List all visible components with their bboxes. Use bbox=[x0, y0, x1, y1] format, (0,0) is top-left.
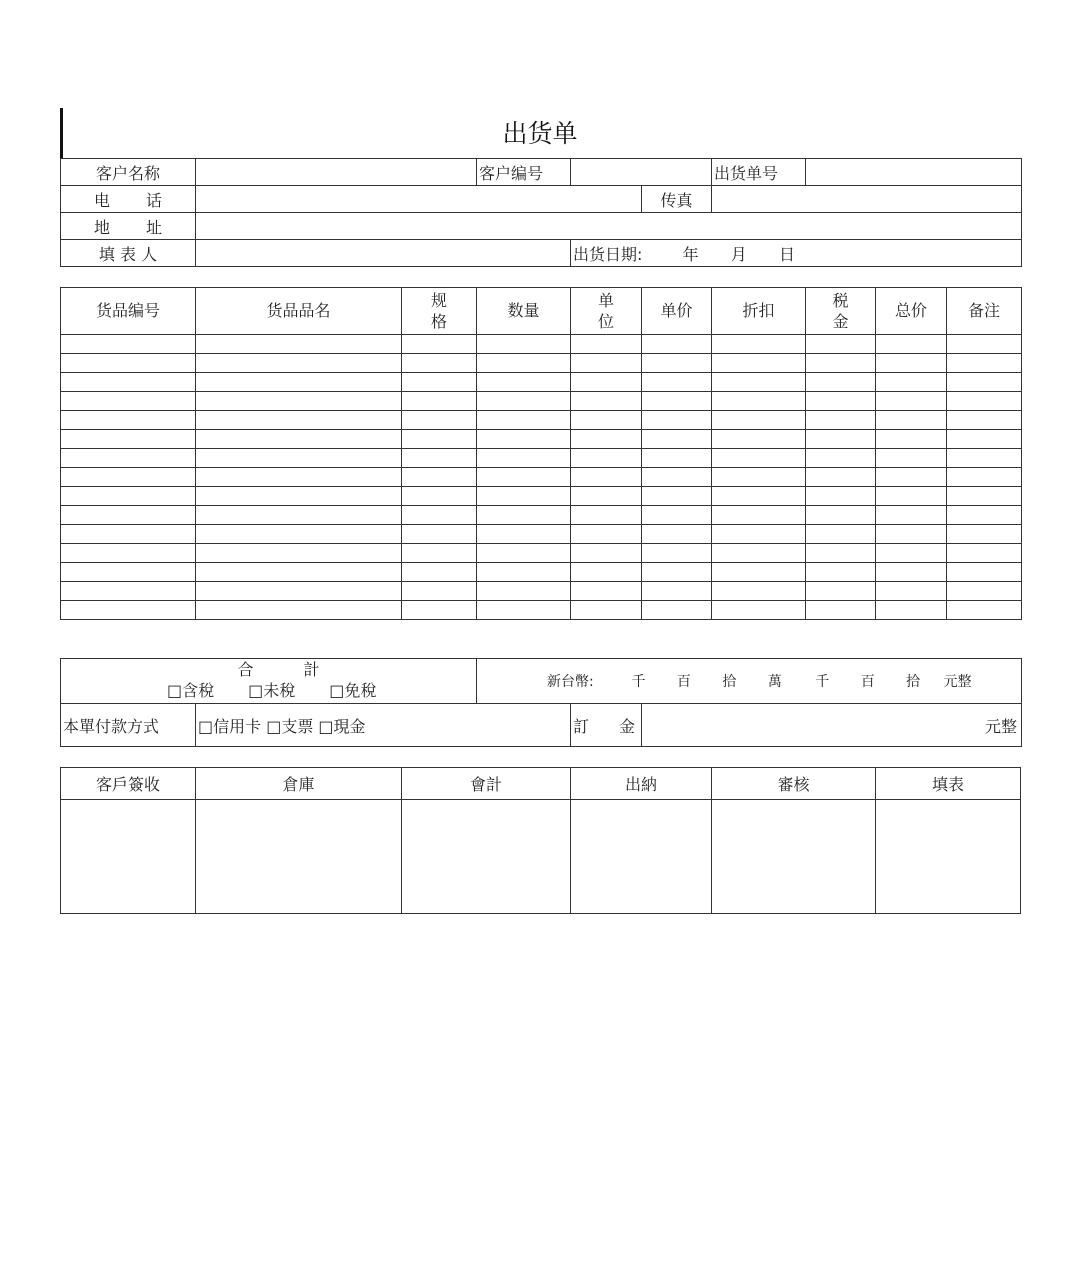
item-cell[interactable] bbox=[947, 544, 1022, 563]
item-cell[interactable] bbox=[806, 392, 876, 411]
ship-date-label: 出货日期: bbox=[573, 244, 643, 264]
item-cell[interactable] bbox=[947, 354, 1022, 373]
sig-customer-label: 客戶簽收 bbox=[61, 768, 196, 800]
item-cell[interactable] bbox=[196, 373, 402, 392]
item-cell[interactable] bbox=[712, 373, 806, 392]
col-tax: 税金 bbox=[806, 288, 876, 335]
item-cell[interactable] bbox=[876, 544, 947, 563]
item-cell[interactable] bbox=[571, 335, 642, 354]
item-cell[interactable] bbox=[196, 392, 402, 411]
col-unit-price: 单价 bbox=[642, 288, 712, 335]
item-cell[interactable] bbox=[571, 582, 642, 601]
item-cell[interactable] bbox=[876, 601, 947, 620]
item-cell[interactable] bbox=[196, 506, 402, 525]
items-table bbox=[60, 287, 1022, 620]
sig-warehouse-label: 倉庫 bbox=[196, 768, 402, 800]
item-cell[interactable] bbox=[876, 506, 947, 525]
item-cell[interactable] bbox=[61, 373, 196, 392]
item-cell[interactable] bbox=[61, 411, 196, 430]
item-cell[interactable] bbox=[196, 411, 402, 430]
item-cell[interactable] bbox=[402, 335, 477, 354]
day-label: 日 bbox=[779, 244, 796, 264]
item-cell[interactable] bbox=[196, 430, 402, 449]
item-cell[interactable] bbox=[876, 430, 947, 449]
digit-thousand-1: 千 bbox=[631, 674, 646, 690]
items-body bbox=[61, 335, 1022, 620]
payment-row bbox=[61, 704, 1022, 747]
item-cell[interactable] bbox=[571, 430, 642, 449]
digit-hundred-1: 百 bbox=[676, 674, 691, 690]
item-cell[interactable] bbox=[947, 468, 1022, 487]
total-cell bbox=[61, 659, 477, 704]
item-cell[interactable] bbox=[806, 563, 876, 582]
currency-label: 新台幣: bbox=[547, 674, 594, 690]
item-cell[interactable] bbox=[876, 373, 947, 392]
deposit-unit: 元整 bbox=[985, 716, 1018, 736]
item-cell[interactable] bbox=[806, 335, 876, 354]
item-cell[interactable] bbox=[806, 430, 876, 449]
digit-thousand-2: 千 bbox=[815, 674, 830, 690]
customer-name-field[interactable] bbox=[196, 159, 477, 186]
item-cell[interactable] bbox=[61, 468, 196, 487]
item-cell[interactable] bbox=[806, 468, 876, 487]
signature-box-row bbox=[61, 800, 1021, 914]
item-cell[interactable] bbox=[196, 354, 402, 373]
sig-cashier-label: 出納 bbox=[571, 768, 712, 800]
item-cell[interactable] bbox=[402, 373, 477, 392]
item-cell[interactable] bbox=[712, 563, 806, 582]
total-label-a: 合 bbox=[237, 660, 254, 679]
year-label: 年 bbox=[682, 244, 699, 264]
item-cell[interactable] bbox=[477, 430, 571, 449]
item-cell[interactable] bbox=[402, 582, 477, 601]
item-cell[interactable] bbox=[642, 487, 712, 506]
sig-accounting-box[interactable] bbox=[402, 800, 571, 914]
item-row bbox=[61, 354, 1022, 373]
item-cell[interactable] bbox=[571, 506, 642, 525]
item-cell[interactable] bbox=[196, 525, 402, 544]
header-row-filler bbox=[61, 240, 1022, 267]
sig-accounting-label: 會計 bbox=[402, 768, 571, 800]
sig-filler-label: 填表 bbox=[876, 768, 1021, 800]
item-row bbox=[61, 411, 1022, 430]
item-cell[interactable] bbox=[712, 544, 806, 563]
item-cell[interactable] bbox=[806, 354, 876, 373]
item-cell[interactable] bbox=[196, 601, 402, 620]
digit-wan: 萬 bbox=[767, 674, 782, 690]
item-cell[interactable] bbox=[61, 449, 196, 468]
item-cell[interactable] bbox=[571, 468, 642, 487]
item-row bbox=[61, 392, 1022, 411]
item-cell[interactable] bbox=[806, 449, 876, 468]
item-cell[interactable] bbox=[642, 430, 712, 449]
item-cell[interactable] bbox=[712, 392, 806, 411]
item-cell[interactable] bbox=[876, 392, 947, 411]
item-cell[interactable] bbox=[806, 525, 876, 544]
month-label: 月 bbox=[730, 244, 747, 264]
item-cell[interactable] bbox=[477, 392, 571, 411]
col-discount: 折扣 bbox=[712, 288, 806, 335]
item-cell[interactable] bbox=[402, 544, 477, 563]
customer-no-label: 客户编号 bbox=[477, 159, 571, 186]
totals-row bbox=[61, 659, 1022, 704]
item-cell[interactable] bbox=[712, 354, 806, 373]
item-cell[interactable] bbox=[196, 487, 402, 506]
item-cell[interactable] bbox=[61, 354, 196, 373]
item-cell[interactable] bbox=[402, 449, 477, 468]
header-row-address bbox=[61, 213, 1022, 240]
item-cell[interactable] bbox=[947, 449, 1022, 468]
item-cell[interactable] bbox=[477, 582, 571, 601]
item-cell[interactable] bbox=[477, 487, 571, 506]
item-cell[interactable] bbox=[642, 373, 712, 392]
item-row bbox=[61, 430, 1022, 449]
item-cell[interactable] bbox=[571, 544, 642, 563]
payment-options[interactable]: □信用卡 □支票 □現金 bbox=[196, 704, 571, 747]
item-cell[interactable] bbox=[642, 354, 712, 373]
col-item-name: 货品品名 bbox=[196, 288, 402, 335]
digit-yuan: 元整 bbox=[943, 674, 972, 690]
item-cell[interactable] bbox=[571, 525, 642, 544]
item-cell[interactable] bbox=[876, 335, 947, 354]
item-cell[interactable] bbox=[477, 601, 571, 620]
item-cell[interactable] bbox=[947, 335, 1022, 354]
item-row bbox=[61, 449, 1022, 468]
item-cell[interactable] bbox=[642, 563, 712, 582]
ship-date-field[interactable] bbox=[571, 240, 1022, 267]
item-cell[interactable] bbox=[196, 563, 402, 582]
item-cell[interactable] bbox=[571, 392, 642, 411]
item-cell[interactable] bbox=[642, 411, 712, 430]
col-total: 总价 bbox=[876, 288, 947, 335]
item-row bbox=[61, 601, 1022, 620]
item-cell[interactable] bbox=[477, 468, 571, 487]
sig-warehouse-box[interactable] bbox=[196, 800, 402, 914]
item-cell[interactable] bbox=[196, 582, 402, 601]
item-cell[interactable] bbox=[61, 335, 196, 354]
item-cell[interactable] bbox=[196, 449, 402, 468]
phone-label: 电 话 bbox=[61, 186, 196, 213]
item-cell[interactable] bbox=[947, 601, 1022, 620]
col-spec: 规格 bbox=[402, 288, 477, 335]
item-cell[interactable] bbox=[712, 487, 806, 506]
item-cell[interactable] bbox=[642, 601, 712, 620]
item-cell[interactable] bbox=[477, 506, 571, 525]
phone-field[interactable] bbox=[196, 186, 642, 213]
item-cell[interactable] bbox=[806, 506, 876, 525]
item-cell[interactable] bbox=[806, 411, 876, 430]
item-cell[interactable] bbox=[947, 392, 1022, 411]
item-cell[interactable] bbox=[876, 354, 947, 373]
item-cell[interactable] bbox=[571, 449, 642, 468]
digit-hundred-2: 百 bbox=[860, 674, 875, 690]
fax-field[interactable] bbox=[712, 186, 1022, 213]
item-cell[interactable] bbox=[947, 582, 1022, 601]
item-cell[interactable] bbox=[642, 582, 712, 601]
digit-ten-2: 拾 bbox=[906, 674, 921, 690]
customer-name-label: 客户名称 bbox=[61, 159, 196, 186]
item-cell[interactable] bbox=[947, 373, 1022, 392]
item-cell[interactable] bbox=[642, 468, 712, 487]
currency-cell bbox=[477, 659, 1022, 704]
item-cell[interactable] bbox=[61, 525, 196, 544]
item-cell[interactable] bbox=[712, 430, 806, 449]
item-cell[interactable] bbox=[61, 392, 196, 411]
item-cell[interactable] bbox=[402, 468, 477, 487]
col-remarks: 备注 bbox=[947, 288, 1022, 335]
digit-ten-1: 拾 bbox=[722, 674, 737, 690]
customer-no-field[interactable] bbox=[571, 159, 712, 186]
item-cell[interactable] bbox=[402, 487, 477, 506]
item-cell[interactable] bbox=[477, 411, 571, 430]
item-cell[interactable] bbox=[947, 411, 1022, 430]
deposit-label: 訂 金 bbox=[571, 704, 642, 747]
filler-field[interactable] bbox=[196, 240, 571, 267]
items-header-row bbox=[61, 288, 1022, 335]
item-cell[interactable] bbox=[477, 335, 571, 354]
order-no-label: 出货单号 bbox=[712, 159, 806, 186]
header-table bbox=[60, 158, 1022, 267]
item-cell[interactable] bbox=[402, 392, 477, 411]
item-cell[interactable] bbox=[712, 449, 806, 468]
item-cell[interactable] bbox=[947, 430, 1022, 449]
item-cell[interactable] bbox=[61, 601, 196, 620]
item-row bbox=[61, 563, 1022, 582]
item-cell[interactable] bbox=[876, 411, 947, 430]
item-cell[interactable] bbox=[196, 544, 402, 563]
item-cell[interactable] bbox=[876, 487, 947, 506]
filler-label: 填 表 人 bbox=[61, 240, 196, 267]
item-cell[interactable] bbox=[876, 449, 947, 468]
payment-label: 本單付款方式 bbox=[61, 704, 196, 747]
item-cell[interactable] bbox=[477, 354, 571, 373]
item-cell[interactable] bbox=[477, 544, 571, 563]
item-cell[interactable] bbox=[196, 468, 402, 487]
item-cell[interactable] bbox=[642, 335, 712, 354]
item-cell[interactable] bbox=[61, 506, 196, 525]
item-cell[interactable] bbox=[947, 563, 1022, 582]
item-cell[interactable] bbox=[477, 449, 571, 468]
item-row bbox=[61, 373, 1022, 392]
item-cell[interactable] bbox=[571, 354, 642, 373]
item-cell[interactable] bbox=[806, 373, 876, 392]
item-cell[interactable] bbox=[712, 525, 806, 544]
item-row bbox=[61, 335, 1022, 354]
item-cell[interactable] bbox=[402, 506, 477, 525]
item-cell[interactable] bbox=[947, 487, 1022, 506]
item-cell[interactable] bbox=[642, 392, 712, 411]
item-cell[interactable] bbox=[876, 582, 947, 601]
deposit-field[interactable] bbox=[642, 704, 1022, 747]
item-cell[interactable] bbox=[196, 335, 402, 354]
item-cell[interactable] bbox=[806, 582, 876, 601]
item-cell[interactable] bbox=[712, 582, 806, 601]
item-cell[interactable] bbox=[571, 563, 642, 582]
item-cell[interactable] bbox=[712, 468, 806, 487]
item-cell[interactable] bbox=[571, 411, 642, 430]
address-field[interactable] bbox=[196, 213, 1022, 240]
sig-review-label: 審核 bbox=[712, 768, 876, 800]
item-cell[interactable] bbox=[642, 544, 712, 563]
item-cell[interactable] bbox=[402, 411, 477, 430]
item-cell[interactable] bbox=[571, 601, 642, 620]
tax-included-checkbox[interactable]: □含稅 bbox=[167, 681, 215, 700]
item-cell[interactable] bbox=[61, 582, 196, 601]
item-row bbox=[61, 506, 1022, 525]
page-title: 出货单 bbox=[502, 119, 578, 148]
item-cell[interactable] bbox=[712, 411, 806, 430]
sig-review-box[interactable] bbox=[712, 800, 876, 914]
item-cell[interactable] bbox=[571, 487, 642, 506]
item-cell[interactable] bbox=[61, 487, 196, 506]
item-cell[interactable] bbox=[642, 449, 712, 468]
item-cell[interactable] bbox=[61, 430, 196, 449]
tax-excluded-checkbox[interactable]: □未稅 bbox=[248, 681, 296, 700]
item-cell[interactable] bbox=[712, 601, 806, 620]
fax-label: 传真 bbox=[642, 186, 712, 213]
sig-cashier-box[interactable] bbox=[571, 800, 712, 914]
tax-exempt-checkbox[interactable]: □免稅 bbox=[329, 681, 377, 700]
order-no-field[interactable] bbox=[806, 159, 1022, 186]
item-cell[interactable] bbox=[61, 563, 196, 582]
sig-customer-box[interactable] bbox=[61, 800, 196, 914]
item-cell[interactable] bbox=[806, 601, 876, 620]
item-row bbox=[61, 544, 1022, 563]
item-row bbox=[61, 487, 1022, 506]
item-cell[interactable] bbox=[571, 373, 642, 392]
item-cell[interactable] bbox=[477, 525, 571, 544]
signature-header-row bbox=[61, 768, 1021, 800]
item-cell[interactable] bbox=[642, 525, 712, 544]
item-cell[interactable] bbox=[402, 354, 477, 373]
item-cell[interactable] bbox=[876, 525, 947, 544]
col-unit: 单位 bbox=[571, 288, 642, 335]
item-cell[interactable] bbox=[402, 563, 477, 582]
item-cell[interactable] bbox=[477, 563, 571, 582]
item-cell[interactable] bbox=[61, 544, 196, 563]
totals-table bbox=[60, 658, 1022, 747]
item-cell[interactable] bbox=[947, 525, 1022, 544]
item-cell[interactable] bbox=[402, 601, 477, 620]
item-cell[interactable] bbox=[712, 506, 806, 525]
header-row-customer bbox=[61, 159, 1022, 186]
item-cell[interactable] bbox=[806, 487, 876, 506]
sig-filler-box[interactable] bbox=[876, 800, 1021, 914]
item-cell[interactable] bbox=[477, 373, 571, 392]
total-label-b: 計 bbox=[303, 660, 320, 679]
item-cell[interactable] bbox=[402, 525, 477, 544]
item-row bbox=[61, 525, 1022, 544]
item-cell[interactable] bbox=[642, 506, 712, 525]
item-row bbox=[61, 582, 1022, 601]
item-cell[interactable] bbox=[876, 468, 947, 487]
col-quantity: 数量 bbox=[477, 288, 571, 335]
item-cell[interactable] bbox=[712, 335, 806, 354]
signature-table bbox=[60, 767, 1021, 914]
item-cell[interactable] bbox=[947, 506, 1022, 525]
address-label: 地 址 bbox=[61, 213, 196, 240]
col-item-no: 货品编号 bbox=[61, 288, 196, 335]
item-cell[interactable] bbox=[806, 544, 876, 563]
item-cell[interactable] bbox=[876, 563, 947, 582]
item-cell[interactable] bbox=[402, 430, 477, 449]
item-row bbox=[61, 468, 1022, 487]
header-row-phone bbox=[61, 186, 1022, 213]
